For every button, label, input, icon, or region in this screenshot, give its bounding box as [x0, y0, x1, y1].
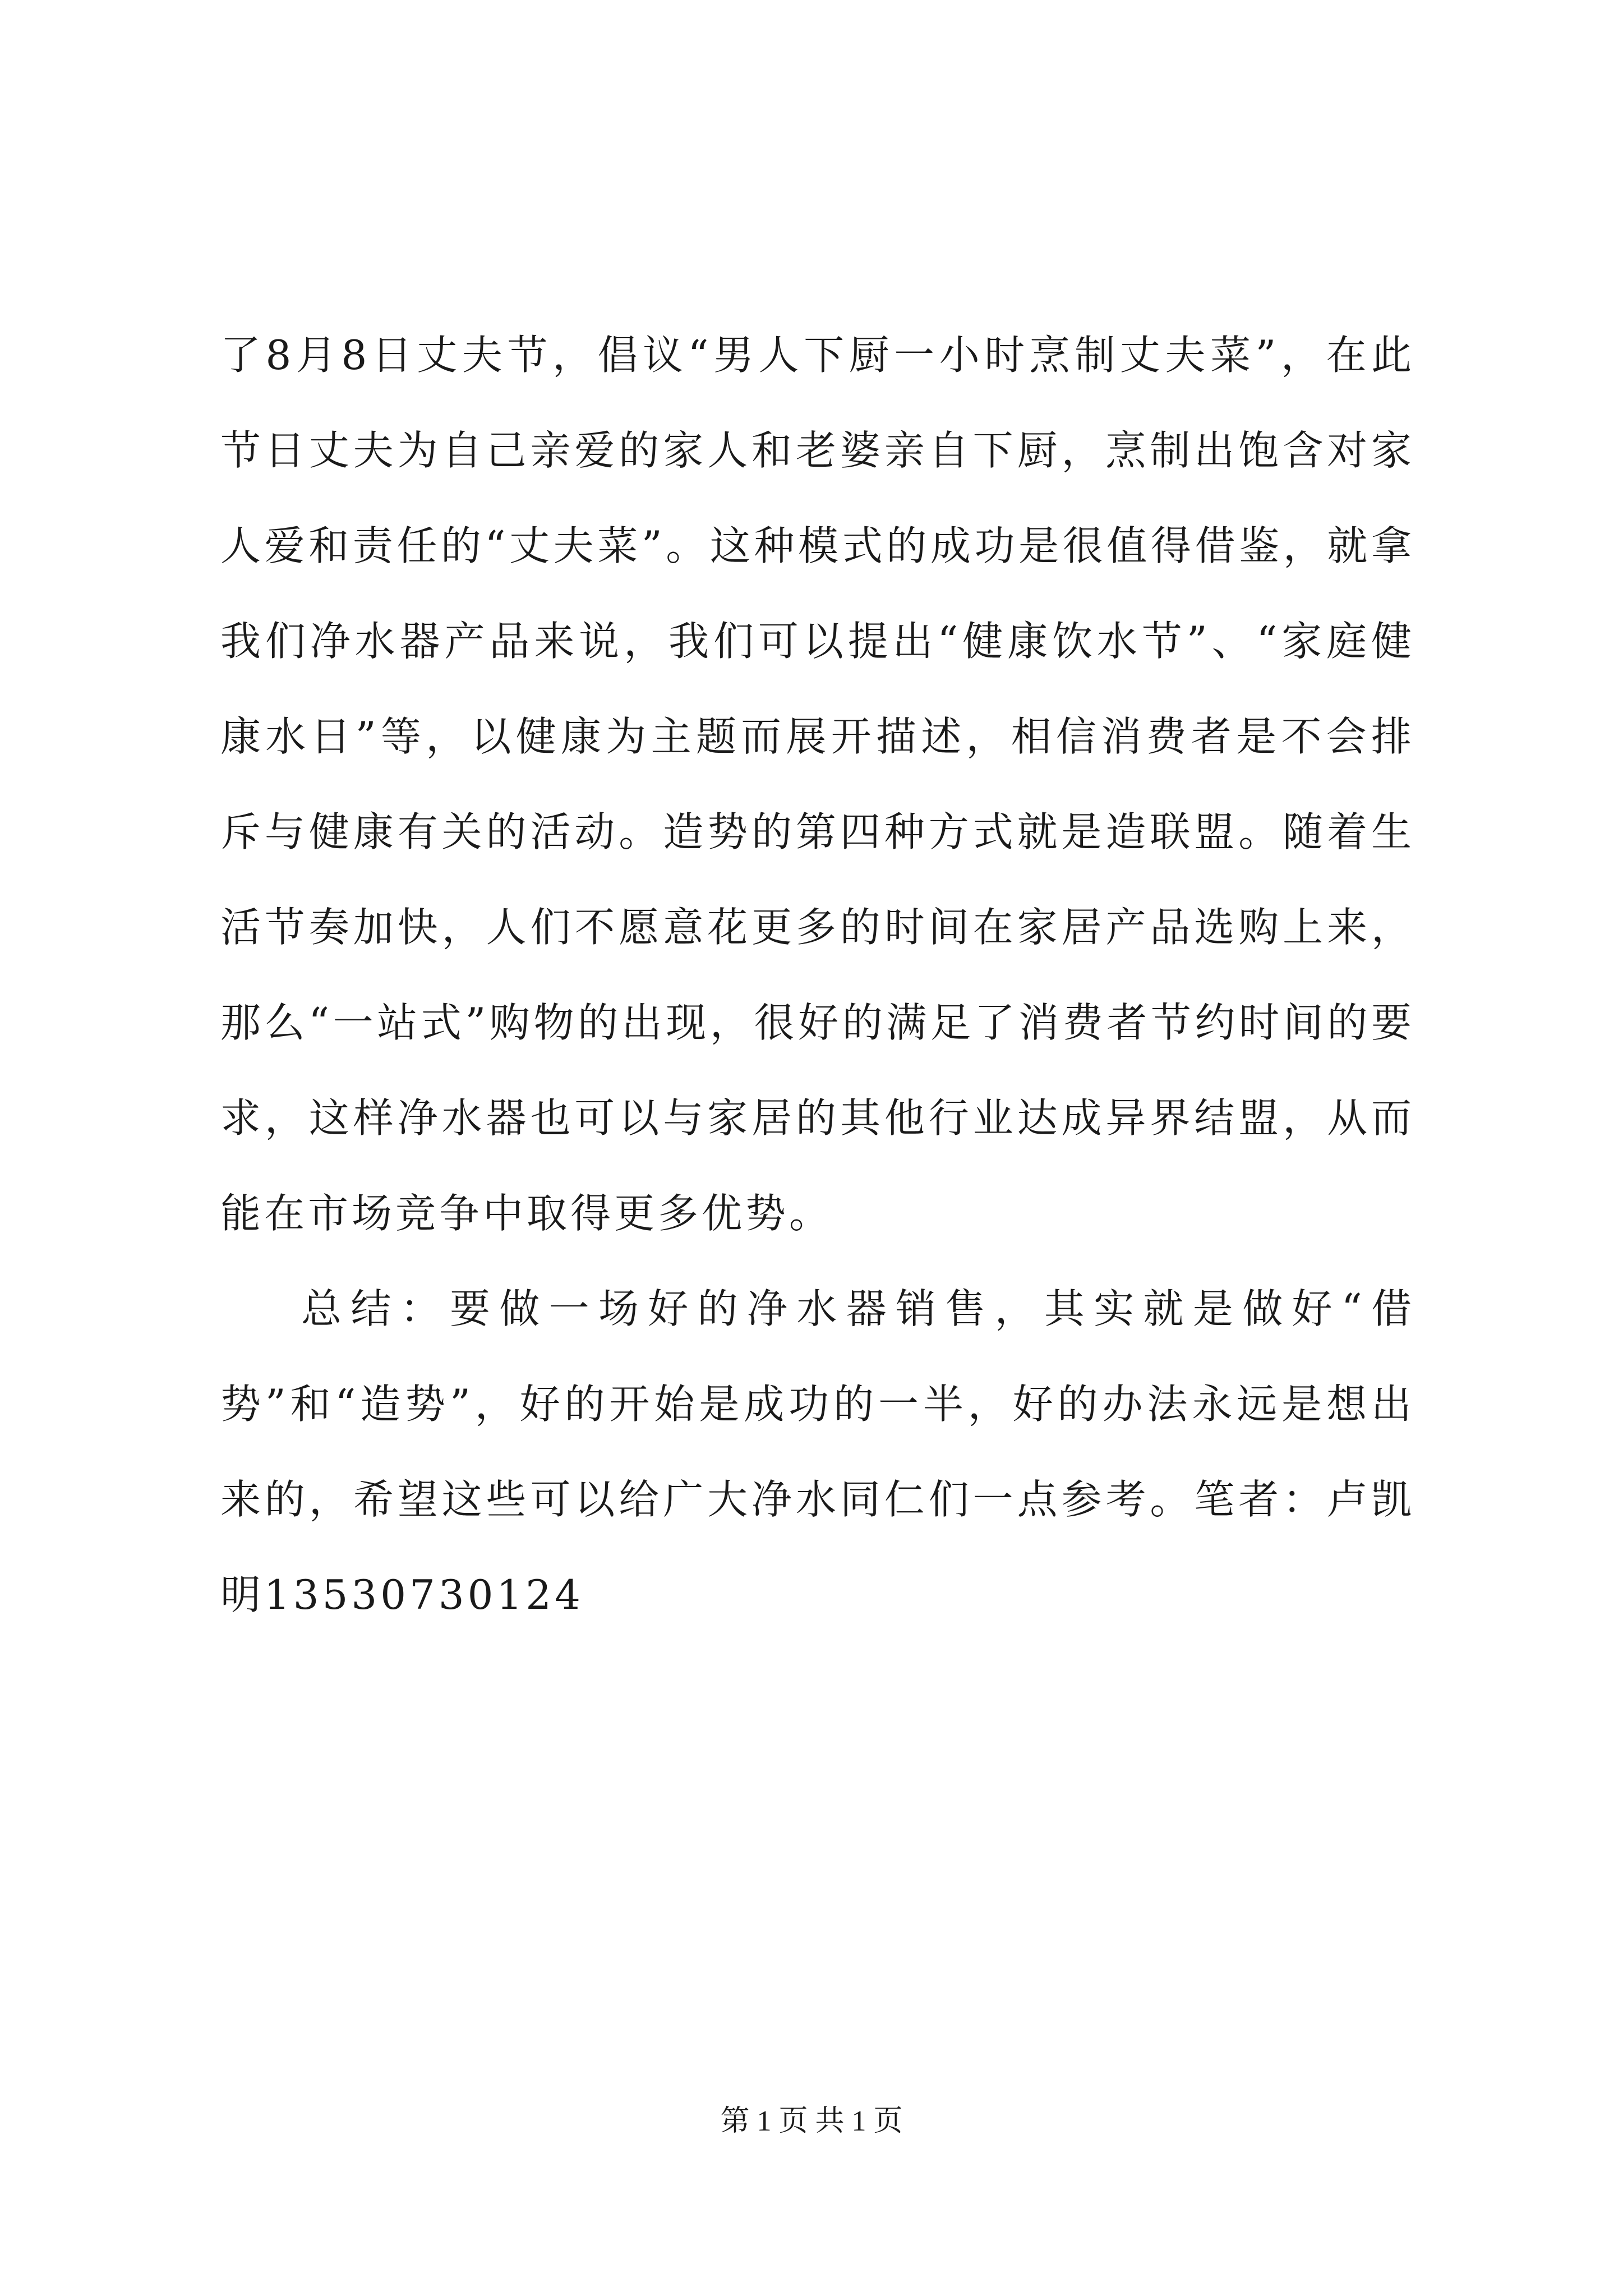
paragraph-continuation: 了8月8日丈夫节，倡议“男人下厨一小时烹制丈夫菜”，在此节日丈夫为自己亲爱的家人和老婆亲自下厨，烹制出饱含对家人爱和责任的“丈夫菜”。这种模式的成功是很值得借鉴，就拿我们净水器产品来说，我们可以提出“健康饮水节”、“家庭健康水日”等，以健康为主题而展开描述，相信消费者是不会排斥与健康有关的活动。造势的第四种方式就是造联盟。随着生活节奏加快，人们不愿意花更多的时间在家居产品选购上来，那么“一站式”购物的出现，很好的满足了消费者节约时间的要求，这样净水器也可以与家居的其他行业达成异界结盟，从而能在市场竞争中取得更多优势。 — [220, 332, 1415, 1237]
page-number-footer: 第 1 页 共 1 页 — [720, 2105, 903, 2137]
paragraph-summary: 总结：要做一场好的净水器销售，其实就是做好“借势”和“造势”，好的开始是成功的一半，好的办法永远是想出来的，希望这些可以给广大净水同仁们一点参考。笔者：卢凯明13530730124 — [220, 1285, 1415, 1618]
document-body — [220, 307, 1415, 1642]
